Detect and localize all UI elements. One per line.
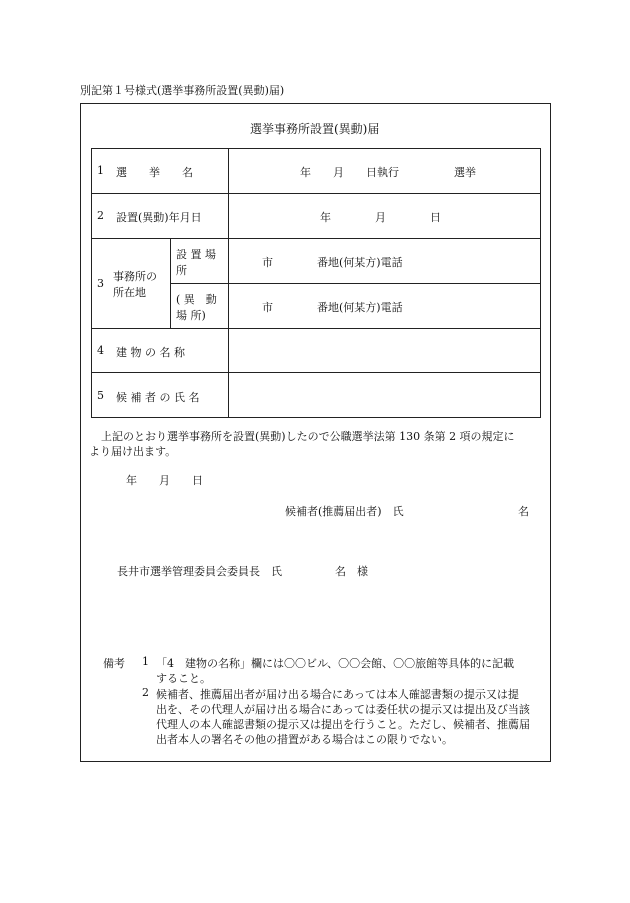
table-line	[91, 238, 541, 239]
note-number: 1	[142, 655, 149, 668]
applicant-name-suffix: 名	[518, 505, 529, 518]
row-value-election-name: 年 月 日執行 選挙	[300, 166, 476, 179]
row-label-building-name: 建 物 の 名 称	[116, 346, 185, 359]
note-text: 代理人の本人確認書類の提示又は提出を行うこと。ただし、候補者、推薦届	[156, 718, 530, 731]
form-table	[91, 148, 541, 418]
table-line	[91, 328, 541, 329]
row-label-election-name: 選 挙 名	[116, 166, 193, 179]
sub-label-moved-place: 場 所)	[176, 309, 206, 322]
recipient-name-suffix: 名 様	[335, 565, 368, 578]
row-number: 4	[97, 344, 104, 357]
table-line	[91, 417, 541, 418]
sub-label-established-place: 設 置 場	[176, 248, 216, 261]
sub-label-established-place: 所	[176, 264, 187, 277]
form-title: 選挙事務所設置(異動)届	[250, 122, 380, 136]
row-label-office-location: 所在地	[113, 286, 146, 299]
note-text: 候補者、推薦届出者が届け出る場合にあっては本人確認書類の提示又は提	[156, 688, 519, 701]
note-number: 2	[142, 686, 149, 699]
table-line	[170, 238, 171, 328]
table-line	[170, 283, 541, 284]
sub-value-established-place: 市 番地(何某方)電話	[262, 256, 403, 269]
recipient-label: 長井市選挙管理委員会委員長 氏	[117, 565, 282, 578]
statement-text: 上記のとおり選挙事務所を設置(異動)したので公職選挙法第 130 条第 2 項の規定に	[101, 430, 515, 443]
sub-label-moved-place: ( 異 動	[176, 293, 217, 306]
form-header-label: 別記第１号様式(選挙事務所設置(異動)届)	[80, 84, 285, 97]
row-number: 5	[97, 389, 104, 402]
applicant-label: 候補者(推薦届出者) 氏	[285, 505, 404, 518]
table-line	[91, 193, 541, 194]
row-label-office-location: 事務所の	[113, 270, 157, 283]
note-text: 出を、その代理人が届け出る場合にあっては委任状の提示又は提出及び当該	[156, 703, 530, 716]
table-line	[91, 148, 92, 418]
note-text: 出者本人の署名その他の措置がある場合はこの限りでない。	[156, 733, 453, 746]
row-number: 1	[97, 164, 104, 177]
row-label-establish-date: 設置(異動)年月日	[116, 211, 202, 224]
statement-text: より届け出ます。	[89, 445, 177, 458]
note-text: 「4 建物の名称」欄には〇〇ビル、〇〇会館、〇〇旅館等具体的に記載	[156, 657, 515, 670]
table-line	[228, 148, 229, 418]
row-number: 2	[97, 209, 104, 222]
row-value-establish-date: 年 月 日	[320, 211, 441, 224]
table-line	[91, 372, 541, 373]
table-line	[91, 148, 541, 149]
sub-value-moved-place: 市 番地(何某方)電話	[262, 301, 403, 314]
row-label-candidate-name: 候 補 者 の 氏 名	[116, 391, 200, 404]
note-text: すること。	[156, 672, 211, 685]
submission-date: 年 月 日	[126, 474, 203, 487]
row-number: 3	[97, 277, 104, 290]
table-line	[540, 148, 541, 418]
notes-title: 備考	[103, 657, 125, 670]
